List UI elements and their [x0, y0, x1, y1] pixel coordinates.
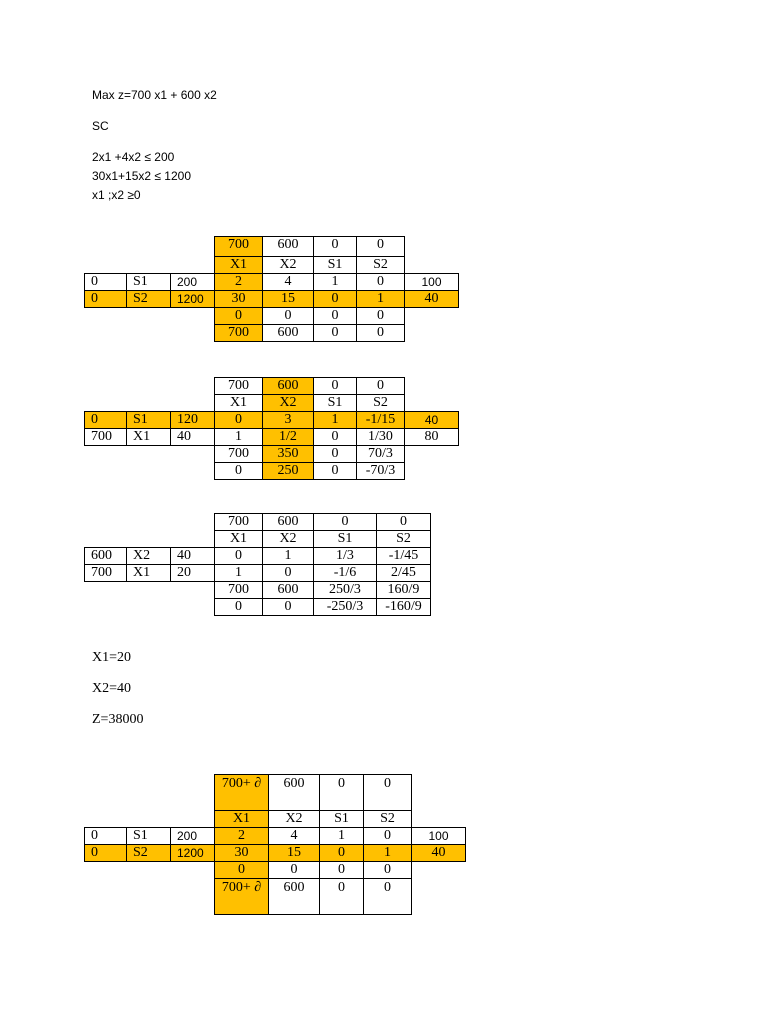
rhs-value: 200 — [170, 273, 215, 291]
coefficient-cell: 2/45 — [376, 564, 431, 582]
ratio-cell: 40 — [411, 844, 466, 862]
objective-coefficient: 600 — [262, 236, 314, 257]
zj-cell: 0 — [356, 307, 405, 325]
variable-header: S2 — [356, 394, 405, 412]
basis-cost: 0 — [84, 844, 127, 862]
ratio-cell: 100 — [411, 827, 466, 845]
variable-header: X1 — [214, 530, 263, 548]
objective-coefficient: 0 — [313, 513, 377, 531]
objective-coefficient: 0 — [363, 774, 412, 811]
coefficient-cell: 1/3 — [313, 547, 377, 565]
rhs-value: 120 — [170, 411, 215, 429]
rhs-value: 40 — [170, 428, 215, 446]
coefficient-cell: 1 — [363, 844, 412, 862]
basis-cost: 0 — [84, 290, 127, 308]
variable-header: S1 — [319, 810, 364, 828]
coefficient-cell: 0 — [262, 564, 314, 582]
coefficient-cell: 1 — [262, 547, 314, 565]
solution-x2: X2=40 — [92, 681, 132, 696]
constraint-1: 2x1 +4x2 ≤ 200 — [92, 150, 175, 164]
coefficient-cell: 0 — [313, 290, 357, 308]
objective-coefficient: 0 — [376, 513, 431, 531]
coefficient-cell: 0 — [356, 273, 405, 291]
basis-cost: 0 — [84, 827, 127, 845]
coefficient-cell: 0 — [319, 844, 364, 862]
zj-cell: 0 — [268, 861, 320, 879]
cj-minus-zj-cell: 600 — [262, 324, 314, 342]
coefficient-cell: 4 — [268, 827, 320, 845]
variable-header: S2 — [363, 810, 412, 828]
variable-header: X2 — [262, 256, 314, 274]
coefficient-cell: 0 — [313, 428, 357, 446]
basis-cost: 600 — [84, 547, 127, 565]
variable-header: X1 — [214, 810, 269, 828]
zj-cell: 70/3 — [356, 445, 405, 463]
cj-minus-zj-cell: 700+ ∂ — [214, 878, 269, 915]
zj-cell: 0 — [319, 861, 364, 879]
basis-variable: X2 — [126, 547, 171, 565]
zj-cell: 700 — [214, 445, 263, 463]
coefficient-cell: 3 — [262, 411, 314, 429]
rhs-value: 20 — [170, 564, 215, 582]
coefficient-cell: 1 — [356, 290, 405, 308]
coefficient-cell: 1 — [319, 827, 364, 845]
coefficient-cell: 30 — [214, 290, 263, 308]
coefficient-cell: 1/2 — [262, 428, 314, 446]
coefficient-cell: 1 — [313, 411, 357, 429]
objective-coefficient: 700 — [214, 377, 263, 395]
objective-coefficient: 0 — [313, 236, 357, 257]
cj-minus-zj-cell: 600 — [268, 878, 320, 915]
cj-minus-zj-cell: 0 — [214, 598, 263, 616]
cj-minus-zj-cell: 0 — [313, 462, 357, 480]
zj-cell: 0 — [214, 307, 263, 325]
coefficient-cell: 30 — [214, 844, 269, 862]
basis-cost: 700 — [84, 564, 127, 582]
objective-coefficient: 600 — [262, 513, 314, 531]
zj-cell: 0 — [313, 445, 357, 463]
cj-minus-zj-cell: 700 — [214, 324, 263, 342]
variable-header: X1 — [214, 394, 263, 412]
objective-function: Max z=700 x1 + 600 x2 — [92, 88, 217, 102]
rhs-value: 200 — [170, 827, 215, 845]
coefficient-cell: 1/30 — [356, 428, 405, 446]
coefficient-cell: 1 — [313, 273, 357, 291]
variable-header: X2 — [262, 394, 314, 412]
cj-minus-zj-cell: 0 — [319, 878, 364, 915]
rhs-value: 40 — [170, 547, 215, 565]
basis-variable: X1 — [126, 564, 171, 582]
coefficient-cell: 2 — [214, 273, 263, 291]
constraint-2: 30x1+15x2 ≤ 1200 — [92, 169, 191, 183]
coefficient-cell: 1 — [214, 428, 263, 446]
ratio-cell: 40 — [404, 290, 459, 308]
coefficient-cell: 0 — [363, 827, 412, 845]
variable-header: X2 — [262, 530, 314, 548]
cj-minus-zj-cell: 0 — [356, 324, 405, 342]
basis-variable: S2 — [126, 844, 171, 862]
coefficient-cell: -1/6 — [313, 564, 377, 582]
variable-header: X2 — [268, 810, 320, 828]
cj-minus-zj-cell: 250 — [262, 462, 314, 480]
objective-coefficient: 600 — [262, 377, 314, 395]
zj-cell: 160/9 — [376, 581, 431, 599]
variable-header: X1 — [214, 256, 263, 274]
variable-header: S1 — [313, 530, 377, 548]
objective-coefficient: 0 — [313, 377, 357, 395]
cj-minus-zj-cell: -160/9 — [376, 598, 431, 616]
zj-cell: 350 — [262, 445, 314, 463]
coefficient-cell: 0 — [214, 547, 263, 565]
zj-cell: 0 — [214, 861, 269, 879]
basis-cost: 700 — [84, 428, 127, 446]
cj-minus-zj-cell: 0 — [214, 462, 263, 480]
zj-cell: 700 — [214, 581, 263, 599]
rhs-value: 1200 — [170, 844, 215, 862]
basis-cost: 0 — [84, 273, 127, 291]
coefficient-cell: 15 — [262, 290, 314, 308]
objective-coefficient: 0 — [356, 236, 405, 257]
objective-coefficient: 700 — [214, 236, 263, 257]
basis-cost: 0 — [84, 411, 127, 429]
coefficient-cell: 2 — [214, 827, 269, 845]
ratio-cell: 100 — [404, 273, 459, 291]
solution-x1: X1=20 — [92, 650, 132, 665]
coefficient-cell: 4 — [262, 273, 314, 291]
zj-cell: 0 — [262, 307, 314, 325]
ratio-cell: 80 — [404, 428, 459, 446]
coefficient-cell: 1 — [214, 564, 263, 582]
basis-variable: X1 — [126, 428, 171, 446]
zj-cell: 250/3 — [313, 581, 377, 599]
variable-header: S2 — [376, 530, 431, 548]
rhs-value: 1200 — [170, 290, 215, 308]
basis-variable: S1 — [126, 827, 171, 845]
cj-minus-zj-cell: 0 — [262, 598, 314, 616]
ratio-cell: 40 — [404, 411, 459, 429]
cj-minus-zj-cell: 0 — [313, 324, 357, 342]
coefficient-cell: -1/45 — [376, 547, 431, 565]
basis-variable: S2 — [126, 290, 171, 308]
solution-z: Z=38000 — [92, 712, 144, 727]
cj-minus-zj-cell: 0 — [363, 878, 412, 915]
objective-coefficient: 0 — [319, 774, 364, 811]
objective-coefficient: 700 — [214, 513, 263, 531]
objective-coefficient: 700+ ∂ — [214, 774, 269, 811]
basis-variable: S1 — [126, 411, 171, 429]
objective-coefficient: 600 — [268, 774, 320, 811]
objective-coefficient: 0 — [356, 377, 405, 395]
coefficient-cell: 0 — [214, 411, 263, 429]
variable-header: S1 — [313, 394, 357, 412]
basis-variable: S1 — [126, 273, 171, 291]
zj-cell: 600 — [262, 581, 314, 599]
variable-header: S2 — [356, 256, 405, 274]
non-negativity-constraint: x1 ;x2 ≥0 — [92, 188, 141, 202]
coefficient-cell: -1/15 — [356, 411, 405, 429]
cj-minus-zj-cell: -250/3 — [313, 598, 377, 616]
cj-minus-zj-cell: -70/3 — [356, 462, 405, 480]
constraints-heading: SC — [92, 119, 109, 133]
variable-header: S1 — [313, 256, 357, 274]
coefficient-cell: 15 — [268, 844, 320, 862]
zj-cell: 0 — [313, 307, 357, 325]
zj-cell: 0 — [363, 861, 412, 879]
